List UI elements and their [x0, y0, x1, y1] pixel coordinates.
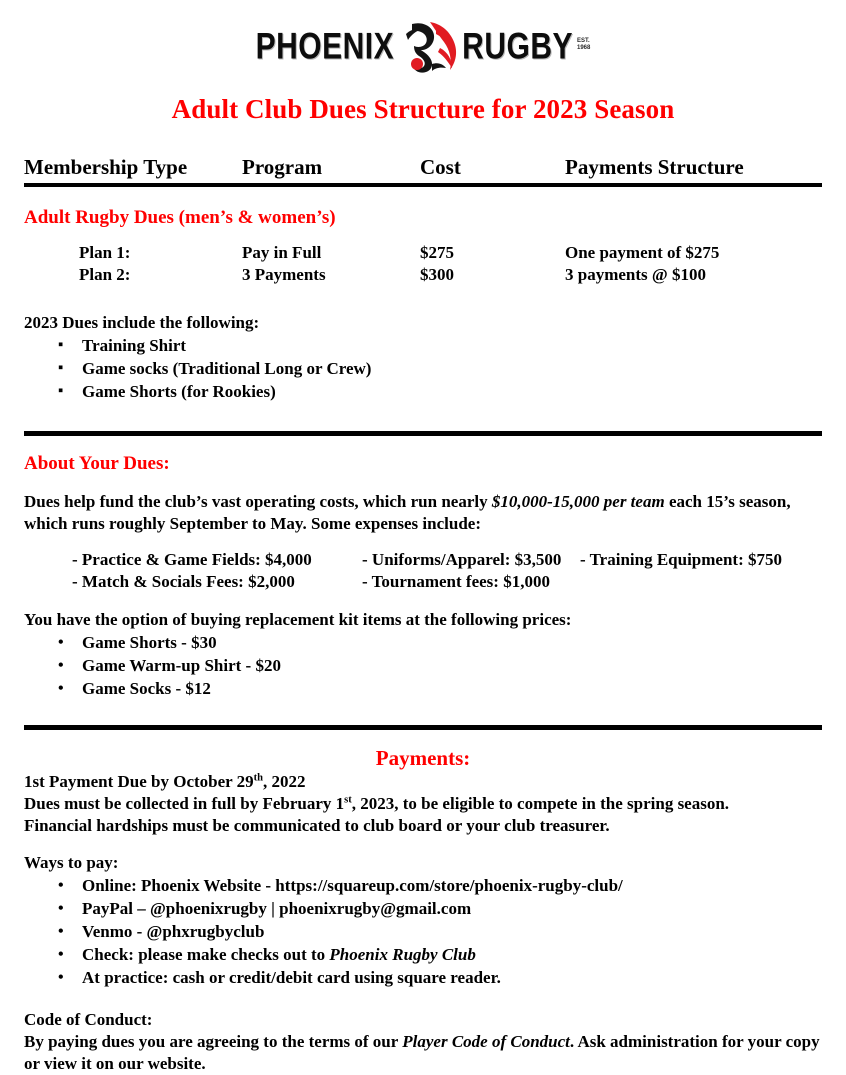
- cell-payments-structure: One payment of $275: [565, 243, 720, 262]
- adult-rugby-dues-heading: Adult Rugby Dues (men’s & women’s): [24, 207, 336, 228]
- table-row: [24, 242, 822, 264]
- dues-include-intro: 2023 Dues include the following:: [24, 313, 260, 332]
- hardship-line: Financial hardships must be communicated to club board or your club treasurer.: [24, 816, 610, 835]
- replacement-kit-list: [24, 631, 822, 700]
- full-due-suffix: , 2023, to be eligible to compete in the spring season.: [351, 794, 730, 813]
- list-item: ▪ Training Shirt: [82, 334, 822, 357]
- logo-est-year: 1968: [577, 45, 591, 51]
- about-paragraph-part-2: each 15’s season, which runs roughly September to May. Some expenses include:: [24, 492, 791, 533]
- list-item: • Online: Phoenix Website - https://squareup.com/store/phoenix-rugby-club/: [82, 874, 822, 897]
- phoenix-bird-flame-icon: [392, 18, 464, 76]
- cell-payments-structure: 3 payments @ $100: [565, 265, 706, 284]
- expenses-grid: [24, 549, 822, 593]
- list-item: ▪ Game socks (Traditional Long or Crew): [82, 357, 822, 380]
- list-item: ▪ Game Shorts (for Rookies): [82, 380, 822, 403]
- code-of-conduct-heading: Code of Conduct:: [24, 1010, 153, 1029]
- expense-item: - Tournament fees: $1,000: [362, 572, 550, 591]
- club-logo: [24, 0, 822, 80]
- page-title: Adult Club Dues Structure for 2023 Season: [171, 94, 675, 124]
- about-paragraph-emphasis: $10,000-15,000 per team: [491, 492, 665, 511]
- conduct-document-name: Player Code of Conduct: [402, 1032, 570, 1051]
- ways-to-pay-heading: Ways to pay:: [24, 853, 119, 872]
- expenses-column-1: [72, 549, 362, 593]
- full-payment-due-line: [24, 793, 822, 815]
- conduct-text-suffix: . Ask administration for your copy or view it on our website.: [24, 1032, 820, 1073]
- expense-item: - Practice & Game Fields: $4,000: [72, 550, 312, 569]
- cell-cost: $275: [420, 243, 454, 262]
- dues-table-header: [24, 155, 822, 182]
- logo-text-rugby: RUGBY: [462, 25, 573, 67]
- list-item: • Game Warm-up Shirt - $20: [82, 654, 822, 677]
- list-item: • Game Shorts - $30: [82, 631, 822, 654]
- logo-established-text: [577, 38, 590, 52]
- conduct-text-prefix: By paying dues you are agreeing to the terms of our: [24, 1032, 403, 1051]
- about-dues-paragraph: [24, 491, 822, 535]
- cell-program: Pay in Full: [242, 243, 322, 262]
- list-item: • At practice: cash or credit/debit card using square reader.: [82, 966, 822, 989]
- expense-item: - Training Equipment: $750: [580, 550, 782, 569]
- replacement-kit-intro: You have the option of buying replacement kit items at the following prices:: [24, 610, 572, 629]
- list-item: • Venmo - @phxrugbyclub: [82, 920, 822, 943]
- ways-to-pay-list: [24, 874, 822, 989]
- column-header-cost: Cost: [420, 155, 461, 179]
- full-due-prefix: Dues must be collected in full by February 1: [24, 794, 345, 813]
- table-row: [24, 264, 822, 286]
- expenses-column-3: [580, 549, 822, 593]
- list-item: [82, 943, 822, 966]
- cell-cost: $300: [420, 265, 454, 284]
- cell-membership-type: Plan 1:: [79, 243, 131, 262]
- check-prefix: Check: please make checks out to: [82, 945, 330, 964]
- column-header-membership-type: Membership Type: [24, 155, 188, 179]
- check-payee-name: Phoenix Rugby Club: [329, 945, 476, 964]
- ordinal-suffix: st: [344, 794, 352, 806]
- logo-est-label: EST.: [577, 38, 590, 44]
- column-header-payments-structure: Payments Structure: [565, 155, 744, 179]
- dues-include-list: [24, 334, 822, 403]
- first-payment-due-prefix: 1st Payment Due by October 29: [24, 772, 254, 791]
- logo-text-phoenix: PHOENIX: [255, 25, 395, 67]
- about-your-dues-heading: About Your Dues:: [24, 453, 170, 474]
- expense-item: - Uniforms/Apparel: $3,500: [362, 550, 562, 569]
- about-paragraph-part-1: Dues help fund the club’s vast operating costs, which run nearly: [24, 492, 492, 511]
- ordinal-suffix: th: [253, 772, 264, 784]
- column-header-program: Program: [242, 155, 323, 179]
- list-item: • PayPal – @phoenixrugby | phoenixrugby@gmail.com: [82, 897, 822, 920]
- expense-item: - Match & Socials Fees: $2,000: [72, 572, 295, 591]
- list-item: • Game Socks - $12: [82, 677, 822, 700]
- first-payment-due-suffix: , 2022: [263, 772, 306, 791]
- payments-heading: Payments:: [375, 746, 471, 770]
- first-payment-due-line: [24, 771, 822, 793]
- expenses-column-2: [362, 549, 580, 593]
- code-of-conduct-text: [24, 1031, 822, 1075]
- cell-membership-type: Plan 2:: [79, 265, 131, 284]
- cell-program: 3 Payments: [242, 265, 326, 284]
